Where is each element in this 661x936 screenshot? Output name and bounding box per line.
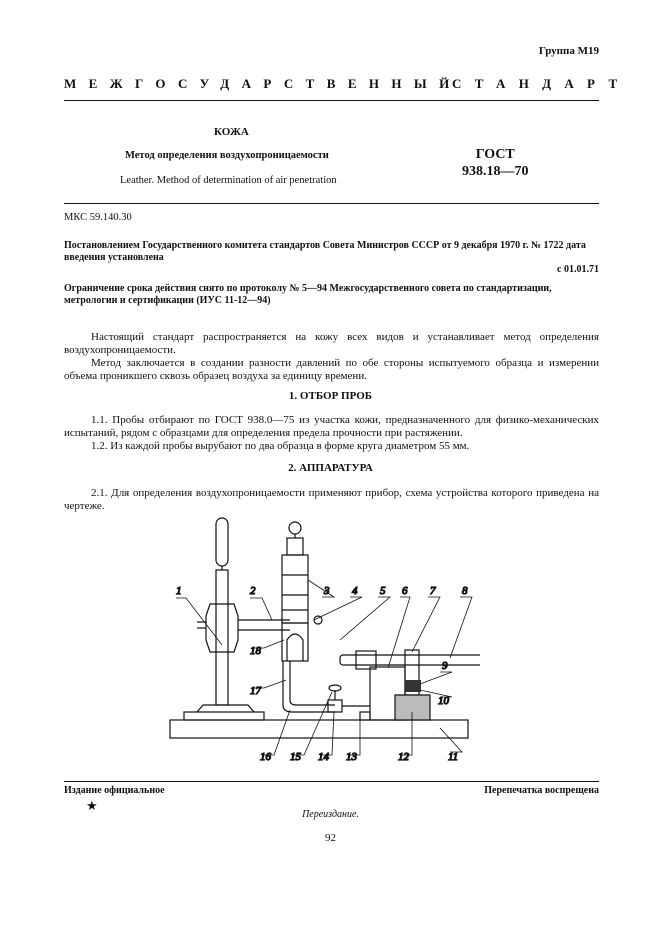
label-15: 15 (290, 751, 301, 763)
stand-column (216, 570, 228, 705)
label-2: 2 (250, 585, 256, 597)
section-1-paragraph-2: 1.2. Из каждой пробы вырубают по два образца в форме круга диаметром 55 мм. (91, 440, 470, 452)
cylinder (282, 555, 308, 623)
effective-date: с 01.01.71 (557, 264, 599, 275)
label-18: 18 (250, 645, 261, 657)
reprint-prohibited: Перепечатка воспрещена (484, 785, 599, 796)
stand-base-top (197, 705, 254, 712)
label-7: 7 (430, 585, 436, 597)
mks-code: МКС 59.140.30 (64, 212, 132, 223)
intro-paragraph-2: Метод заключается в создании разности давлений по обе стороны испытуемого образца и измерении объема проникшего сквозь образец воздуха за единицу времени. (64, 357, 599, 382)
limitation-text: Ограничение срока действия снято по протоколу № 5—94 Межгосударственного совета по стандартизации, метрологии и сертификации (ИУС 11-12—94) (64, 283, 552, 306)
label-1: 1 (176, 585, 182, 597)
label-14: 14 (318, 751, 329, 763)
document-title: КОЖА (214, 126, 249, 138)
label-9: 9 (442, 660, 448, 672)
cylinder-cap (287, 538, 303, 555)
label-10: 10 (438, 695, 449, 707)
reservoir (282, 623, 308, 661)
decree-text: Постановлением Государственного комитета стандартов Совета Министров СССР от 9 декабря 1970 г. № 1722 дата введения установлена (64, 240, 586, 263)
base-plate (170, 720, 468, 738)
method-title: Метод определения воздухопроницаемости (125, 150, 329, 161)
bar-clamp (356, 651, 376, 669)
section-1-paragraph-1: 1.1. Пробы отбирают по ГОСТ 938.0—75 из участка кожи, предназначенного для физико-механических испытаний, рядом с образцами для определения предела прочности при растяжении. (64, 414, 599, 439)
header-rule (64, 100, 599, 101)
footer-rule (64, 781, 599, 782)
title-rule (64, 203, 599, 204)
label-6: 6 (402, 585, 408, 597)
intro-paragraph-1: Настоящий стандарт распространяется на кожу всех видов и устанавливает метод определения воздухопроницаемости. (64, 331, 599, 356)
label-16: 16 (260, 751, 271, 763)
gost-number (462, 146, 529, 180)
leader-lines (176, 580, 472, 755)
label-5: 5 (380, 585, 386, 597)
holder-base (395, 695, 430, 720)
tube (283, 661, 335, 712)
tube-inner (290, 661, 335, 705)
gost-designation: 938.18—70 (462, 164, 529, 179)
label-4: 4 (352, 585, 358, 597)
star-mark: ★ (86, 798, 98, 813)
sample (405, 680, 421, 692)
stand-base (184, 712, 264, 720)
label-12: 12 (398, 751, 409, 763)
section-1-heading: 1. ОТБОР ПРОБ (288, 390, 373, 402)
label-17: 17 (250, 685, 261, 697)
label-13: 13 (346, 751, 357, 763)
label-8: 8 (462, 585, 468, 597)
reissue-note: Переиздание. (302, 809, 359, 820)
page-number: 92 (325, 832, 336, 844)
chamber-foot (360, 712, 370, 720)
label-3: 3 (324, 585, 330, 597)
stand-handle (216, 518, 228, 566)
group-code: Группа М19 (538, 45, 599, 57)
standard-label: СТАНДАРТ (452, 76, 631, 91)
cylinder-knob (289, 522, 301, 534)
pressure-bar (340, 655, 480, 665)
section-2-paragraph-1: 2.1. Для определения воздухопроницаемости применяют прибор, схема устройства которого приведена на чертеже. (64, 487, 599, 512)
reservoir-inner (287, 634, 303, 661)
valve-body (328, 700, 342, 712)
apparatus-diagram (150, 515, 480, 765)
label-11: 11 (448, 751, 459, 763)
english-title: Leather. Method of determination of air penetration (120, 175, 337, 186)
adjust-screw (314, 616, 322, 624)
gost-label: ГОСТ (475, 147, 515, 162)
interstate-label: МЕЖГОСУДАРСТВЕННЫЙ (64, 76, 462, 91)
section-2-heading: 2. АППАРАТУРА (288, 462, 373, 474)
official-edition: Издание официальное (64, 785, 165, 796)
